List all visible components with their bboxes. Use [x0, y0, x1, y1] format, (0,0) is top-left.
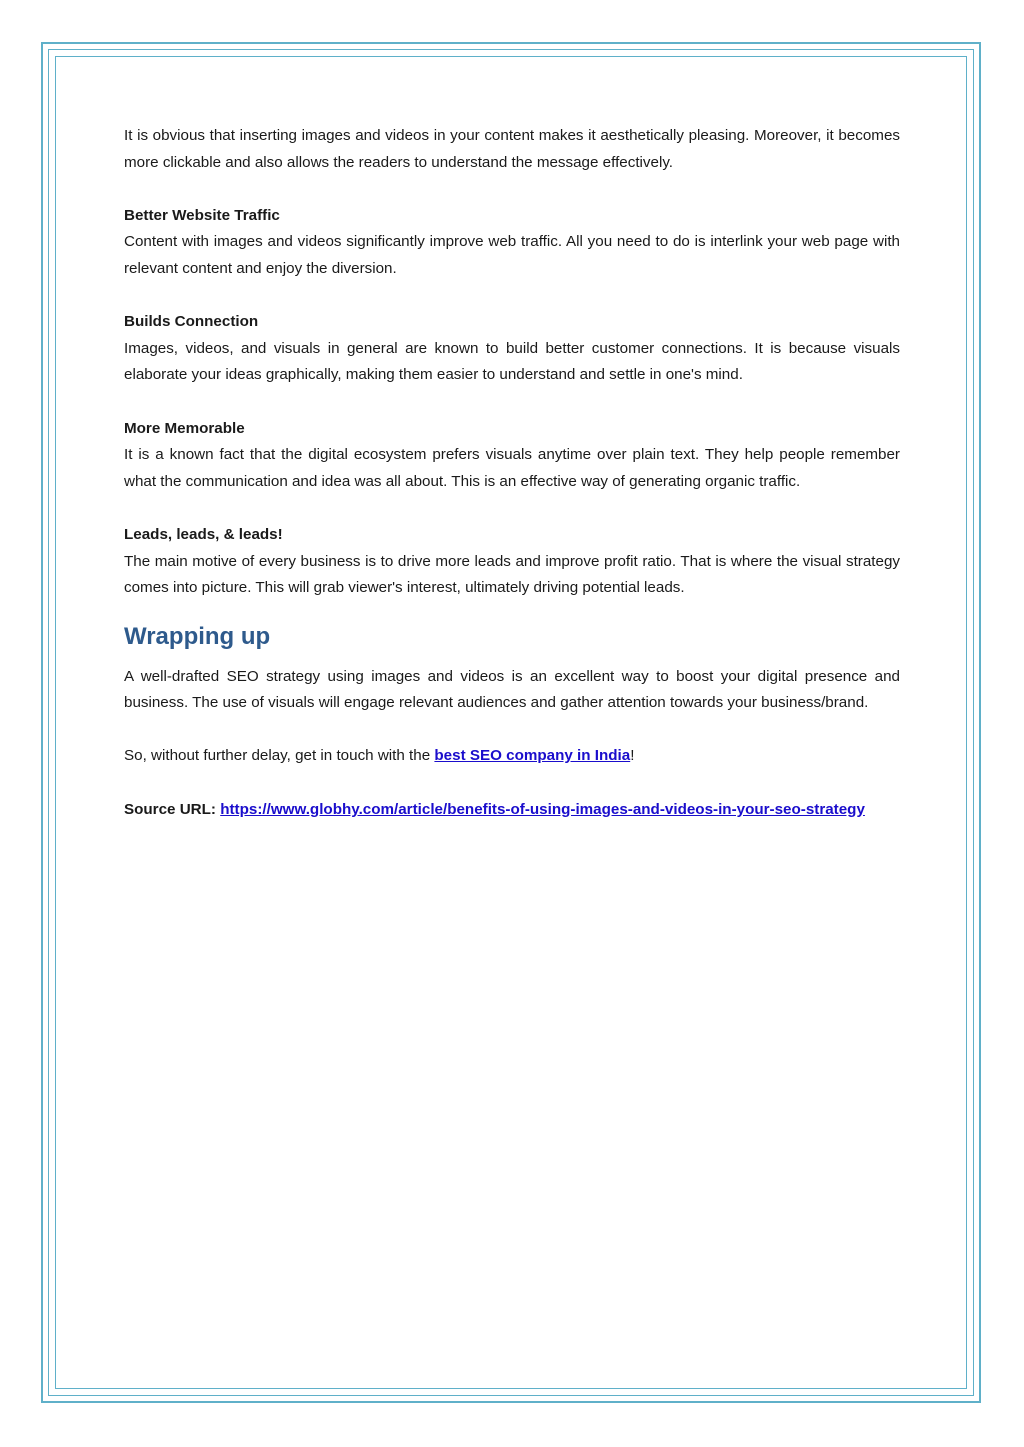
intro-paragraph: It is obvious that inserting images and videos in your content makes it aesthetically pleasing. Moreover, it becomes more clickable and also allows the readers to understand the message effectively.: [124, 127, 900, 171]
cta-prefix: So, without further delay, get in touch with the: [124, 747, 435, 765]
section-body-leads: The main motive of every business is to drive more leads and improve profit ratio. That is where the visual strategy comes into picture. This will grab viewer's interest, ultimately driving potential leads.: [124, 552, 900, 597]
section-body-memorable: It is a known fact that the digital ecosystem prefers visuals anytime over plain text. They help people remember what the communication and idea was all about. This is an effective way of generating organic traffic.: [124, 446, 900, 490]
best-seo-company-link[interactable]: best SEO company in India: [434, 747, 631, 765]
cta-suffix: !: [630, 747, 635, 765]
wrapping-up-heading: Wrapping up: [124, 622, 271, 650]
section-body-connection: Images, videos, and visuals in general are known to build better customer connections. It is because visuals elaborate your ideas graphically, making them easier to understand and settle in one's mind.: [124, 339, 900, 384]
section-body-traffic: Content with images and videos significantly improve web traffic. All you need to do is interlink your web page with relevant content and enjoy the diversion.: [124, 233, 900, 277]
source-label: Source URL:: [124, 800, 216, 818]
wrapping-up-paragraph: A well-drafted SEO strategy using images and videos is an excellent way to boost your digital presence and business. The use of visuals will engage relevant audiences and gather attention towards your business/brand.: [124, 667, 900, 712]
section-heading-connection: Builds Connection: [124, 313, 259, 331]
document-body: [124, 123, 900, 823]
section-heading-memorable: More Memorable: [124, 419, 245, 437]
cta-paragraph: [124, 743, 900, 770]
source-url-link[interactable]: https://www.globhy.com/article/benefits-of-using-images-and-videos-in-your-seo-strategy: [220, 800, 865, 818]
section-heading-leads: Leads, leads, & leads!: [124, 525, 283, 543]
section-heading-traffic: Better Website Traffic: [124, 206, 280, 224]
source-paragraph: [124, 797, 900, 824]
